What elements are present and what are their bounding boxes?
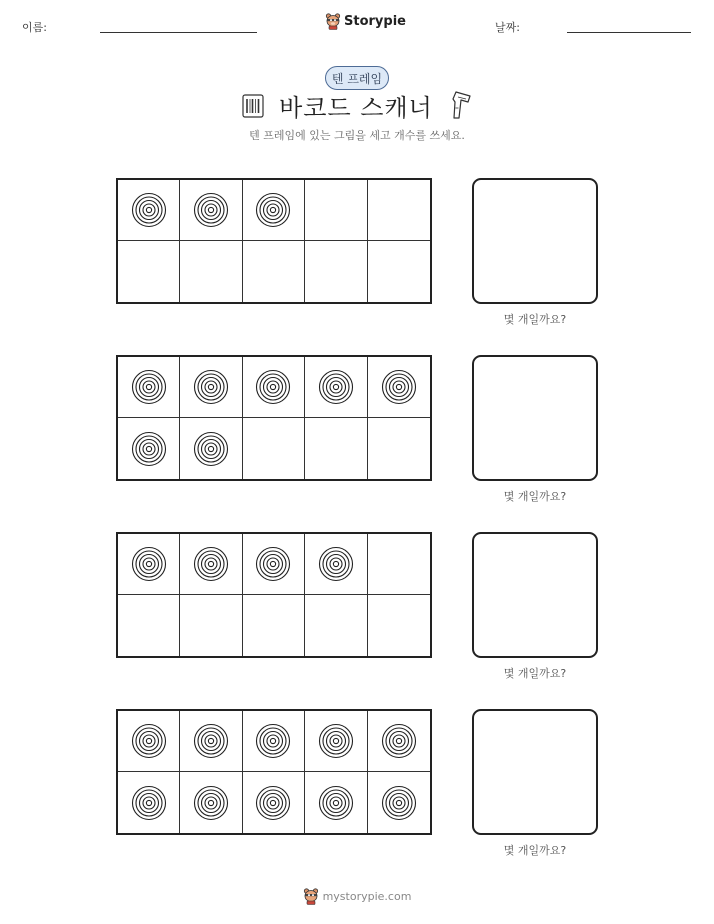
concentric-circles-icon bbox=[381, 369, 417, 405]
answer-box[interactable] bbox=[472, 532, 598, 658]
ten-frame bbox=[116, 178, 432, 304]
question-label: 몇 개일까요? bbox=[503, 667, 567, 680]
footer-url: mystorypie.com bbox=[322, 889, 412, 903]
ten-frame-cell bbox=[368, 180, 430, 241]
brand-logo bbox=[325, 12, 406, 30]
ten-frame-cell bbox=[368, 241, 430, 302]
ten-frame-cell bbox=[118, 180, 180, 241]
concentric-circles-icon bbox=[131, 785, 167, 821]
ten-frame-cell bbox=[305, 534, 367, 595]
ten-frame-cell bbox=[118, 418, 180, 479]
brand-name: Storypie bbox=[344, 13, 406, 29]
ten-frame-cell bbox=[305, 241, 367, 302]
footer bbox=[0, 887, 714, 905]
answer-box[interactable] bbox=[472, 355, 598, 481]
storypie-mascot-icon bbox=[325, 12, 341, 30]
topic-badge: 텐 프레임 bbox=[325, 66, 389, 90]
ten-frame-cell bbox=[368, 711, 430, 772]
ten-frame-cell bbox=[180, 418, 242, 479]
question-label: 몇 개일까요? bbox=[503, 490, 567, 503]
concentric-circles-icon bbox=[255, 192, 291, 228]
name-input-line[interactable] bbox=[100, 32, 257, 33]
ten-frame-cell bbox=[180, 534, 242, 595]
ten-frame-cell bbox=[305, 180, 367, 241]
name-label: 이름: bbox=[22, 21, 47, 34]
concentric-circles-icon bbox=[318, 546, 354, 582]
ten-frame-cell bbox=[118, 241, 180, 302]
ten-frame-cell bbox=[118, 711, 180, 772]
page-title: 바코드 스캐너 bbox=[279, 94, 433, 122]
ten-frame-cell bbox=[305, 711, 367, 772]
ten-frame-cell bbox=[118, 772, 180, 833]
ten-frame-cell bbox=[180, 772, 242, 833]
ten-frame-cell bbox=[118, 595, 180, 656]
ten-frame-cell bbox=[305, 595, 367, 656]
ten-frame-cell bbox=[243, 357, 305, 418]
ten-frame-cell bbox=[180, 357, 242, 418]
barcode-icon bbox=[241, 92, 265, 120]
ten-frame-cell bbox=[118, 357, 180, 418]
concentric-circles-icon bbox=[318, 369, 354, 405]
ten-frame-cell bbox=[243, 595, 305, 656]
concentric-circles-icon bbox=[381, 723, 417, 759]
ten-frame-cell bbox=[368, 772, 430, 833]
concentric-circles-icon bbox=[131, 723, 167, 759]
ten-frame-cell bbox=[305, 357, 367, 418]
ten-frame-cell bbox=[243, 772, 305, 833]
concentric-circles-icon bbox=[193, 369, 229, 405]
ten-frame-cell bbox=[243, 241, 305, 302]
date-input-line[interactable] bbox=[567, 32, 691, 33]
ten-frame-cell bbox=[368, 595, 430, 656]
storypie-mascot-icon bbox=[303, 887, 319, 905]
ten-frame-cell bbox=[180, 241, 242, 302]
title-row bbox=[0, 88, 714, 123]
concentric-circles-icon bbox=[318, 723, 354, 759]
ten-frame bbox=[116, 355, 432, 481]
concentric-circles-icon bbox=[131, 431, 167, 467]
ten-frame-cell bbox=[180, 711, 242, 772]
ten-frame bbox=[116, 532, 432, 658]
concentric-circles-icon bbox=[193, 546, 229, 582]
ten-frame-cell bbox=[243, 534, 305, 595]
concentric-circles-icon bbox=[318, 785, 354, 821]
question-label: 몇 개일까요? bbox=[503, 313, 567, 326]
ten-frame-cell bbox=[305, 772, 367, 833]
question-label: 몇 개일까요? bbox=[503, 844, 567, 857]
ten-frame-cell bbox=[368, 534, 430, 595]
concentric-circles-icon bbox=[131, 192, 167, 228]
ten-frame-cell bbox=[118, 534, 180, 595]
ten-frame-cell bbox=[180, 595, 242, 656]
concentric-circles-icon bbox=[255, 723, 291, 759]
date-label: 날짜: bbox=[495, 21, 520, 34]
ten-frame-cell bbox=[243, 418, 305, 479]
ten-frame-cell bbox=[180, 180, 242, 241]
concentric-circles-icon bbox=[193, 723, 229, 759]
concentric-circles-icon bbox=[255, 785, 291, 821]
ten-frame bbox=[116, 709, 432, 835]
answer-box[interactable] bbox=[472, 178, 598, 304]
ten-frame-cell bbox=[305, 418, 367, 479]
instructions: 텐 프레임에 있는 그림을 세고 개수를 쓰세요. bbox=[249, 129, 465, 142]
concentric-circles-icon bbox=[381, 785, 417, 821]
concentric-circles-icon bbox=[255, 546, 291, 582]
ten-frame-cell bbox=[368, 357, 430, 418]
concentric-circles-icon bbox=[193, 785, 229, 821]
ten-frame-cell bbox=[368, 418, 430, 479]
concentric-circles-icon bbox=[255, 369, 291, 405]
ten-frame-cell bbox=[243, 180, 305, 241]
concentric-circles-icon bbox=[193, 192, 229, 228]
concentric-circles-icon bbox=[131, 546, 167, 582]
concentric-circles-icon bbox=[193, 431, 229, 467]
answer-box[interactable] bbox=[472, 709, 598, 835]
ten-frame-cell bbox=[243, 711, 305, 772]
barcode-scanner-icon bbox=[447, 90, 473, 122]
concentric-circles-icon bbox=[131, 369, 167, 405]
